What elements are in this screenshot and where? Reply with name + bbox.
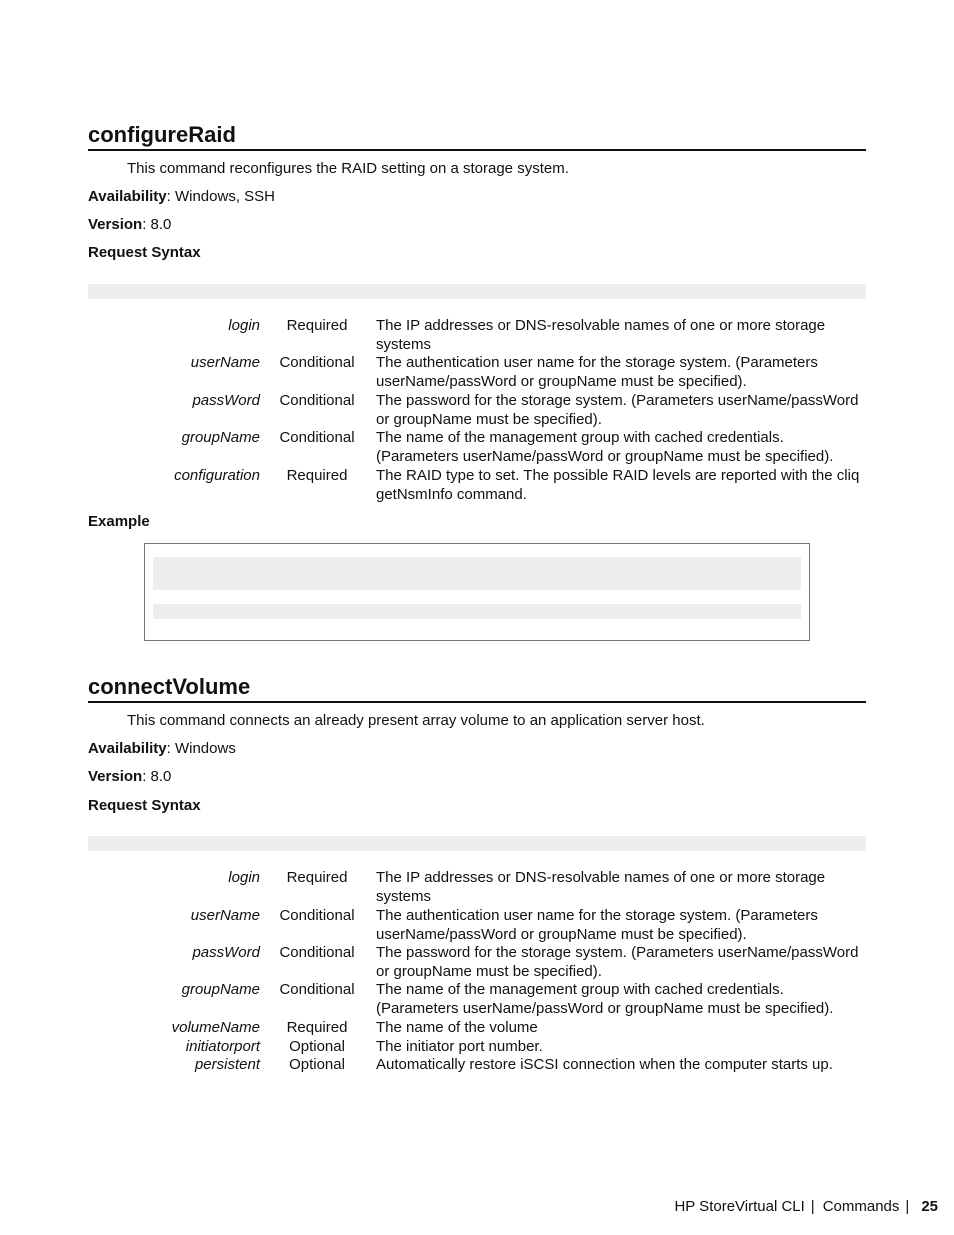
param-requirement: Required xyxy=(286,869,348,886)
param-description: The name of the management group with cached credentials. (Parameters userName/passWord or groupName must be specified). xyxy=(376,981,834,1017)
availability-label: Availability xyxy=(88,188,167,205)
param-name: passWord xyxy=(192,944,260,961)
availability-label: Availability xyxy=(88,740,167,757)
command-description: This command reconfigures the RAID setting on a storage system. xyxy=(127,160,569,177)
footer-separator: | xyxy=(810,1198,815,1215)
param-name: userName xyxy=(190,907,260,924)
footer-separator: | xyxy=(905,1198,910,1215)
request-syntax-heading xyxy=(88,797,201,815)
availability-value: : Windows, SSH xyxy=(166,188,276,205)
param-requirement: Conditional xyxy=(279,392,355,409)
example-label: Example xyxy=(88,513,150,530)
footer-chapter: Commands xyxy=(822,1198,900,1215)
example-code-line xyxy=(153,604,801,619)
version-line xyxy=(88,768,171,786)
param-requirement: Required xyxy=(286,317,348,334)
param-name: userName xyxy=(190,354,260,371)
param-name: passWord xyxy=(192,392,260,409)
param-description: The authentication user name for the storage system. (Parameters userName/passWord or groupName must be specified). xyxy=(376,354,818,390)
param-description: The password for the storage system. (Parameters userName/passWord or groupName must be specified). xyxy=(376,392,859,428)
param-name: configuration xyxy=(174,467,260,484)
param-name: login xyxy=(228,869,260,886)
page-footer xyxy=(674,1198,938,1216)
param-description: The RAID type to set. The possible RAID levels are reported with the cliq getNsmInfo command. xyxy=(376,467,860,503)
param-name: initiatorport xyxy=(185,1038,260,1055)
syntax-code-block xyxy=(88,284,866,299)
param-description: The password for the storage system. (Parameters userName/passWord or groupName must be specified). xyxy=(376,944,859,980)
param-requirement: Conditional xyxy=(279,907,355,924)
page-number: 25 xyxy=(921,1198,938,1215)
param-description: The IP addresses or DNS-resolvable names of one or more storage systems xyxy=(376,869,826,905)
param-name: groupName xyxy=(181,981,260,998)
param-requirement: Required xyxy=(286,1019,348,1036)
availability-line xyxy=(88,188,275,206)
param-name: volumeName xyxy=(171,1019,260,1036)
footer-product: HP StoreVirtual CLI xyxy=(674,1198,805,1215)
param-requirement: Optional xyxy=(289,1038,345,1055)
param-requirement: Conditional xyxy=(279,944,355,961)
param-requirement: Conditional xyxy=(279,354,355,371)
param-name: groupName xyxy=(181,429,260,446)
section-title-connectVolume: connectVolume xyxy=(88,674,866,703)
section-title-configureRaid: configureRaid xyxy=(88,122,866,151)
param-requirement: Optional xyxy=(289,1056,345,1073)
version-label: Version xyxy=(88,216,143,233)
param-description: The name of the management group with cached credentials. (Parameters userName/passWord or groupName must be specified). xyxy=(376,429,834,465)
version-value: : 8.0 xyxy=(142,768,172,785)
version-label: Version xyxy=(88,768,143,785)
request-syntax-label: Request Syntax xyxy=(88,797,201,814)
param-name: persistent xyxy=(194,1056,260,1073)
availability-line xyxy=(88,740,236,758)
command-description: This command connects an already present array volume to an application server host. xyxy=(127,712,705,729)
request-syntax-heading xyxy=(88,244,201,262)
param-description: Automatically restore iSCSI connection when the computer starts up. xyxy=(376,1056,833,1073)
param-description: The IP addresses or DNS-resolvable names of one or more storage systems xyxy=(376,317,826,353)
param-requirement: Required xyxy=(286,467,348,484)
example-code-box xyxy=(144,543,810,641)
param-description: The name of the volume xyxy=(376,1019,538,1036)
version-line xyxy=(88,216,171,234)
request-syntax-label: Request Syntax xyxy=(88,244,201,261)
example-heading xyxy=(88,513,150,531)
version-value: : 8.0 xyxy=(142,216,172,233)
availability-value: : Windows xyxy=(166,740,236,757)
param-description: The initiator port number. xyxy=(376,1038,543,1055)
param-requirement: Conditional xyxy=(279,981,355,998)
example-code-line xyxy=(153,557,801,590)
param-description: The authentication user name for the storage system. (Parameters userName/passWord or groupName must be specified). xyxy=(376,907,818,943)
param-requirement: Conditional xyxy=(279,429,355,446)
param-name: login xyxy=(228,317,260,334)
syntax-code-block xyxy=(88,836,866,851)
